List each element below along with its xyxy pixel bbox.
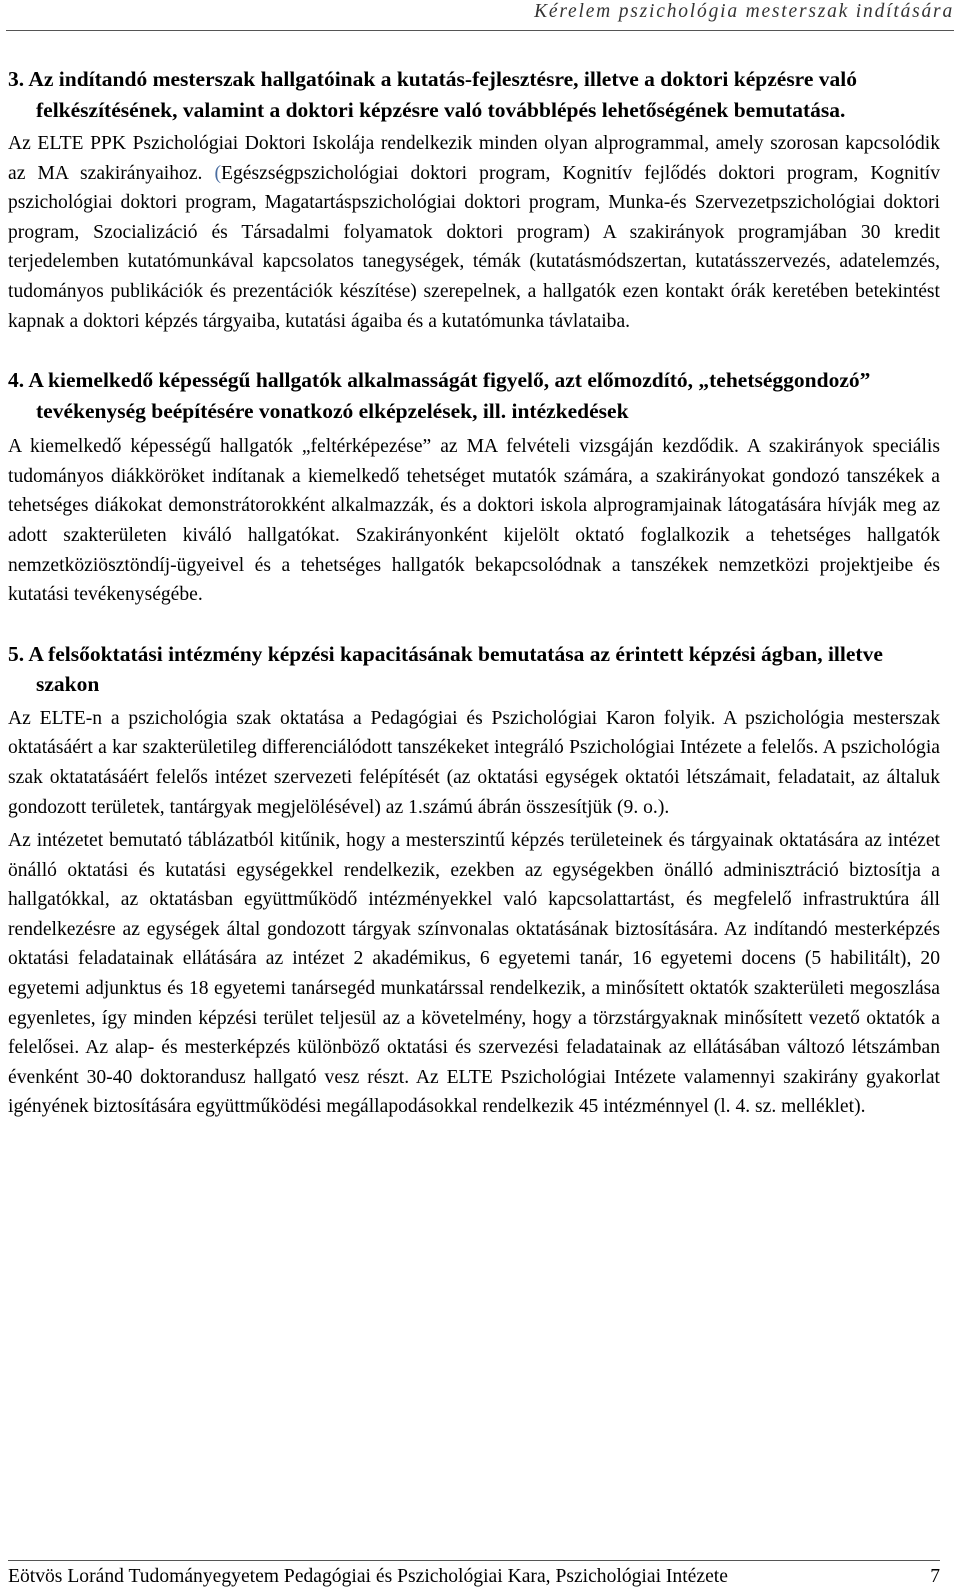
section-5-paragraph-2: Az intézetet bemutató táblázatból kitűnik, hogy a mesterszintű képzés területeinek és tárgyainak oktatására az intézet önálló oktatási és kutatási egységekkel rendelkezik, ezekben az egységekben önálló adminisztráció biztosítja a hallgatókkal, az oktatásban együttműködő intézményekkel való kapcsolattartást, és megfelelő infrastruktúra áll rendelkezésre az egységek által gondozott tárgyak színvonalas oktatásának biztosítására. Az indítandó mesterképzés oktatási feladatainak ellátására az intézet 2 akadémikus, 6 egyetemi tanár, 16 egyetemi docens (5 habilitált), 20 egyetemi adjunktus és 18 egyetemi tanársegéd munkatárssal rendelkezik, a minősített oktatók szakterületi megoszlása egyenletes, így minden képzési terület teljesül az a követelmény, hogy a törzstárgyaknak minősített vezető oktatók a felelősei. Az alap- és mesterképzés különböző oktatási és szervezési feladatainak az ellátásában változó létszámban évenként 30-40 doktorandusz hallgató vesz részt. Az ELTE Pszichológiai Intézete valamennyi szakirány gyakorlat igényének biztosítására együttműködési megállapodásokkal rendelkezik 45 intézménnyel (l. 4. sz. melléklet). — [8, 830, 940, 1118]
section-3-text-b: Egészségpszichológiai doktori program, Kognitív fejlődés doktori program, Kognitív pszichológiai doktori program, Magatartáspszichológiai doktori program, Munka-és Szervezetpszichológiai doktori program, Szocializáció és Társadalmi folyamatok doktori program) A szakirányok programjában 30 kredit terjedelemben kutatómunkával kapcsolatos tanegységek, témák (kutatásmódszertan, kutatásszervezés, adatelemzés, tudományos publikációk és prezentációk készítése) szerepelnek, a hallgatók ezen kontakt órák keretében betekintést kapnak a doktori képzés tárgyaiba, kutatási ágaiba és a kutatómunka távlataiba. — [8, 162, 941, 332]
page-number: 7 — [930, 1566, 940, 1587]
document-body — [8, 64, 940, 1122]
section-4-paragraph: A kiemelkedő képességű hallgatók „feltérképezése” az MA felvételi vizsgáján kezdődik. A szakirányok speciális tudományos diákköröket indítanak a kiemelkedő tehetséget mutatók számára, a szakirányokat gondozó tanszékek a tehetséges diákokat demonstrátorokként alkalmazzák, és a doktori iskola alprogramjainak látogatására hívják meg az adott szakterületen kiváló hallgatókat. Szakirányonként kijelölt oktató foglalkozik a tehetséges hallgatók nemzetköziösztöndíj-ügyeivel és a tehetséges hallgatók bekapcsolódnak a tanszékek nemzetközi projektjeibe és kutatási tevékenységébe. — [8, 436, 940, 606]
running-header: Kérelem pszichológia mesterszak indítására — [6, 0, 954, 31]
section-3-paragraph — [8, 129, 940, 336]
section-3-text-a: Az ELTE PPK Pszichológiai Doktori Iskolája rendelkezik minden olyan alprogrammal, amely szorosan kapcsolódik az MA szakirányaihoz. — [8, 133, 940, 184]
section-5-heading: 5. A felsőoktatási intézmény képzési kapacitásának bemutatása az érintett képzési ágban, illetve szakon — [8, 641, 883, 697]
section-5-paragraph-1: Az ELTE-n a pszichológia szak oktatása a Pedagógiai és Pszichológiai Karon folyik. A pszichológia mesterszak oktatásáért a kar szakterületileg differenciálódott tanszékeket integráló Pszichológiai Intézete a felelős. A pszichológia szak oktatatásáért felelős intézet szervezeti felépítését (az oktatási egységek oktatói létszámait, feladatait, az általuk gondozott területek, tantárgyak megjelölésével) az 1.számú ábrán összesítjük (9. o.). — [8, 707, 940, 818]
running-footer — [8, 1560, 940, 1590]
section-4-heading: 4. A kiemelkedő képességű hallgatók alkalmasságát figyelő, azt előmozdító, „tehetséggondozó” tevékenység beépítésére vonatkozó elképzelések, ill. intézkedések — [8, 368, 871, 423]
section-3-heading: 3. Az indítandó mesterszak hallgatóinak a kutatás-fejlesztésre, illetve a doktori képzésre való felkészítésének, valamint a doktori képzésre való továbblépés lehetőségének bemutatása. — [8, 67, 857, 122]
section-3-paren: ( — [214, 162, 222, 184]
footer-institution: Eötvös Loránd Tudományegyetem Pedagógiai és Pszichológiai Kara, Pszichológiai Intézete — [8, 1566, 728, 1587]
